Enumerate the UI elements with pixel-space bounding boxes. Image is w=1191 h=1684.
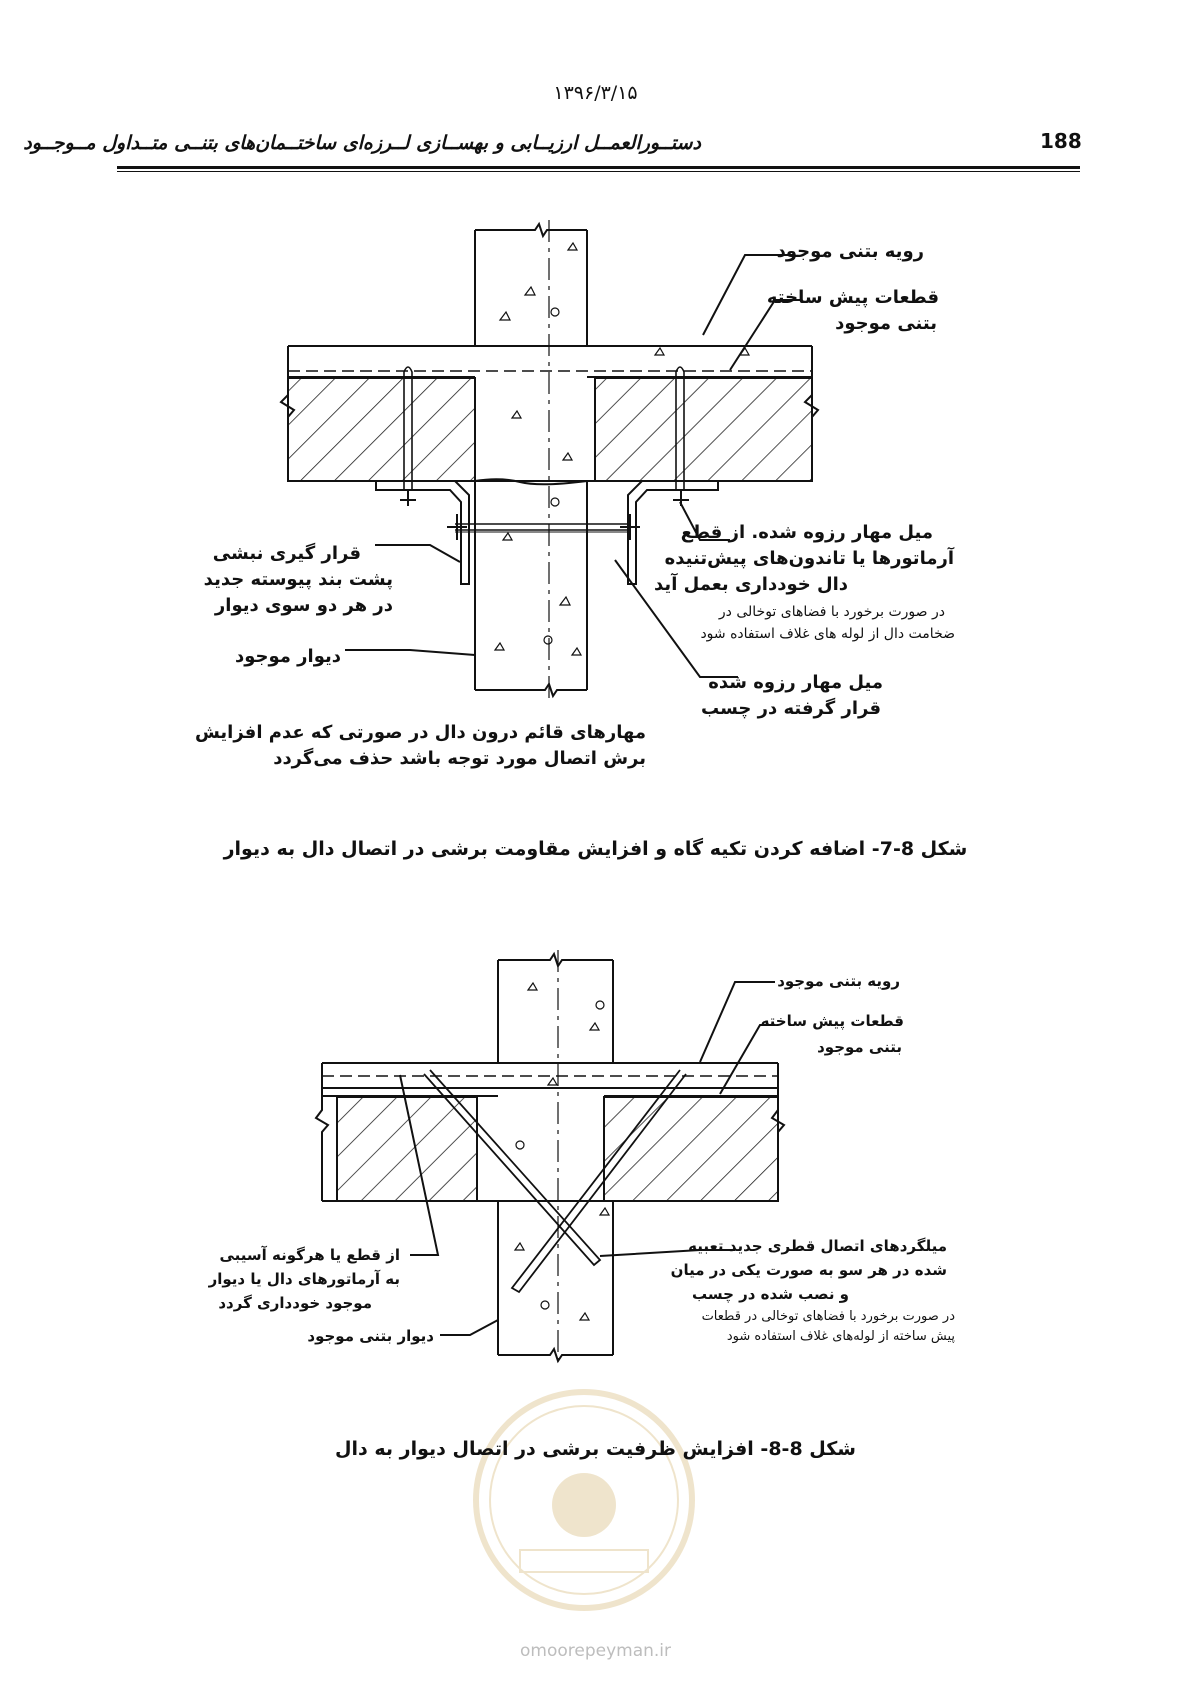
fig1-label-existing-wall: دیوار موجود bbox=[234, 646, 341, 667]
fig2-label-precast-2: بتنی موجود bbox=[817, 1038, 902, 1056]
fig2-label-bars-4: در صورت برخورد با فضاهای توخالی در قطعات bbox=[701, 1309, 955, 1324]
fig1-label-glued-2: قرار گرفته در چسب bbox=[701, 698, 881, 719]
fig1-label-anchor-2: آرماتورها یا تاندون‌های پیش‌تنیده bbox=[664, 548, 954, 569]
fig1-label-existing-topping: رویه بتنی موجود bbox=[776, 241, 924, 262]
fig1-label-hollow-1: در صورت برخورد با فضاهای توخالی در bbox=[718, 604, 945, 620]
fig1-label-precast-1: قطعات پیش ساخته bbox=[766, 287, 939, 308]
document-title: دستــورالعمــل ارزیــابی و بهســازی لــرزه‌ای ساختــمان‌های بتنــی متــداول مــوجــود bbox=[23, 132, 701, 154]
watermark-seal bbox=[476, 1392, 692, 1608]
fig1-note-2: برش اتصال مورد توجه باشد حذف می‌گردد bbox=[273, 748, 646, 769]
fig2-label-existing-wall: دیوار بتنی موجود bbox=[307, 1327, 434, 1345]
fig1-label-hollow-2: ضخامت دال از لوله های غلاف استفاده شود bbox=[700, 626, 955, 642]
document-date: ۱۳۹۶/۳/۱۵ bbox=[553, 82, 638, 104]
fig1-note-1: مهارهای قائم درون دال در صورتی که عدم افزایش bbox=[194, 722, 646, 743]
fig1-label-angle-2: پشت بند پیوسته جدید bbox=[203, 569, 393, 590]
fig2-label-avoid-3: موجود خودداری گردد bbox=[218, 1294, 372, 1312]
fig2-caption: شکل 8-8- افزایش ظرفیت برشی در اتصال دیوار به دال bbox=[335, 1438, 856, 1460]
watermark-url: omoorepeyman.ir bbox=[519, 1641, 672, 1661]
fig2-label-bars-3: و نصب شده در چسب bbox=[691, 1285, 849, 1303]
fig1-caption: شکل 8-7- اضافه کردن تکیه گاه و افزایش مقاومت برشی در اتصال دال به دیوار bbox=[223, 838, 968, 860]
fig1-label-anchor-3: دال خودداری بعمل آید bbox=[654, 574, 848, 595]
fig2-label-precast-1: قطعات پیش ساخته bbox=[760, 1012, 904, 1030]
fig1-label-angle-1: قرار گیری نبشی bbox=[212, 543, 361, 564]
fig2-label-existing-topping: رویه بتنی موجود bbox=[777, 972, 900, 990]
page-number: 188 bbox=[1040, 129, 1082, 153]
fig1-label-anchor-1: میل مهار رزوه شده. از قطع bbox=[680, 522, 933, 543]
fig1-label-angle-3: در هر دو سوی دیوار bbox=[214, 595, 393, 616]
fig1-label-glued-1: میل مهار رزوه شده bbox=[708, 672, 883, 693]
fig2-label-bars-5: پیش ساخته از لوله‌های غلاف استفاده شود bbox=[726, 1329, 955, 1344]
fig2-label-bars-1: میلگردهای اتصال قطری جدید تعبیه bbox=[688, 1237, 947, 1255]
fig2-label-bars-2: شده در هر سو به صورت یکی در میان bbox=[670, 1261, 947, 1279]
fig2-label-avoid-1: از قطع یا هرگونه آسیبی bbox=[219, 1246, 400, 1264]
fig2-label-avoid-2: به آرماتورهای دال یا دیوار bbox=[208, 1270, 400, 1288]
fig1-label-precast-2: بتنی موجود bbox=[835, 313, 937, 334]
